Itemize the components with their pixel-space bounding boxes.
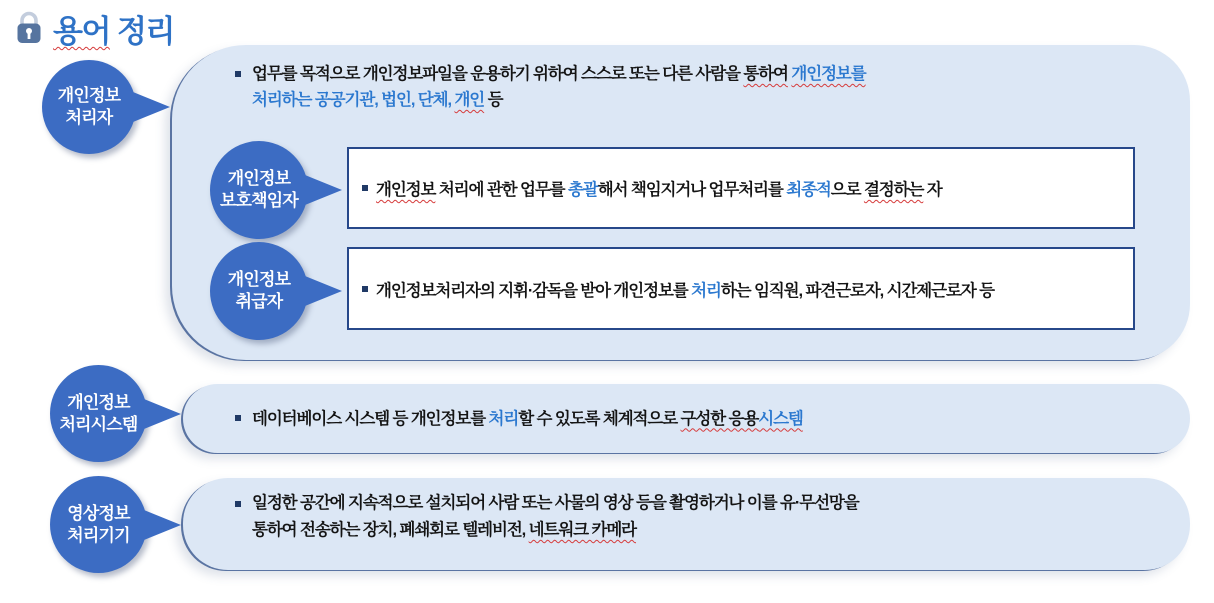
definition-text-privacy-officer <box>349 176 954 200</box>
definition-rich-text <box>252 494 859 539</box>
definition-text-handler <box>349 277 1006 301</box>
text-segment: 구성한 응용 <box>680 409 759 428</box>
text-segment: 용어 <box>53 14 110 49</box>
text-segment: 개인정보처리자의 지휘·감독을 받아 개인정보를 <box>376 281 692 300</box>
definition-text-video-device <box>252 490 859 544</box>
text-segment: 개인정보를 <box>791 65 866 83</box>
definition-rich-text <box>376 181 942 199</box>
term-bubble-personal-info-processor <box>42 60 136 154</box>
bullet-square-icon <box>235 71 241 77</box>
text-segment: 개인 <box>454 91 485 109</box>
term-bubble-video-device <box>50 476 147 573</box>
text-segment: 처리 <box>488 409 519 428</box>
text-segment: 할 수 있도록 체계적으로 <box>518 409 681 428</box>
term-label-line: 개인정보 <box>227 169 291 188</box>
text-segment: 처리에 관한 업무를 <box>435 181 569 199</box>
definition-rich-text <box>252 65 866 109</box>
term-label-line: 보호책임자 <box>219 191 299 210</box>
page-title <box>53 6 174 51</box>
definition-text-processing-system <box>252 384 803 453</box>
text-segment: 개인정보 <box>376 181 436 199</box>
lock-icon <box>14 11 44 46</box>
text-segment: 해서 책임지거나 업무처리를 <box>597 181 787 199</box>
definition-text-processor <box>252 61 866 113</box>
term-label-line: 취급자 <box>235 292 283 311</box>
bullet-square-icon <box>362 286 368 292</box>
bullet-square-icon <box>235 415 241 421</box>
text-segment: 으로 <box>830 181 864 199</box>
text-segment: 정리 <box>109 14 174 49</box>
definition-rich-text <box>252 406 803 432</box>
text-segment: 네트워크 카메라 <box>528 521 637 539</box>
bullet-square-icon <box>362 185 368 191</box>
term-label-line: 개인정보 <box>67 392 130 412</box>
term-bubble-processing-system <box>50 365 147 462</box>
definition-rich-text <box>376 282 994 300</box>
definition-box-handler <box>347 247 1135 330</box>
term-label-line: 처리시스템 <box>59 414 138 434</box>
term-bubble-personal-info-handler <box>210 242 308 340</box>
text-segment: 처리하는 공공기관, 법인, 단체, <box>252 91 451 109</box>
text-segment: 시스템 <box>758 409 803 428</box>
text-segment: 하는 임직원, 파견근로자, 시간제근로자 등 <box>720 281 994 300</box>
page-title-row <box>14 6 174 51</box>
definition-box-privacy-officer <box>347 147 1135 229</box>
term-bubble-privacy-officer <box>210 141 308 239</box>
text-segment: 통하여 <box>743 65 788 83</box>
text-segment: 총괄 <box>568 181 598 199</box>
text-segment: 데이터베이스 시스템 등 개인정보를 <box>252 409 489 428</box>
text-segment: 최종적 <box>786 181 831 199</box>
bullet-square-icon <box>235 501 241 507</box>
text-segment: 등 <box>484 91 503 109</box>
term-label-line: 처리자 <box>65 108 113 127</box>
text-segment: 업무를 목적으로 개인정보파일을 운용하기 위하여 스스로 또는 다른 사람을 <box>252 65 744 83</box>
text-segment: 결정하는 <box>863 181 924 199</box>
text-segment: 처리 <box>691 281 721 300</box>
term-label-line: 개인정보 <box>227 270 291 289</box>
text-segment: 통하여 전송하는 장치, 폐쇄회로 텔레비전, <box>252 521 529 539</box>
term-label-line: 개인정보 <box>57 86 121 105</box>
term-label-line: 처리기기 <box>67 525 130 545</box>
text-segment: 자 <box>923 181 942 199</box>
term-label-line: 영상정보 <box>67 503 130 523</box>
text-segment: 일정한 공간에 지속적으로 설치되어 사람 또는 사물의 영상 등을 촬영하거나 이를 유·무선망을 <box>252 494 859 512</box>
